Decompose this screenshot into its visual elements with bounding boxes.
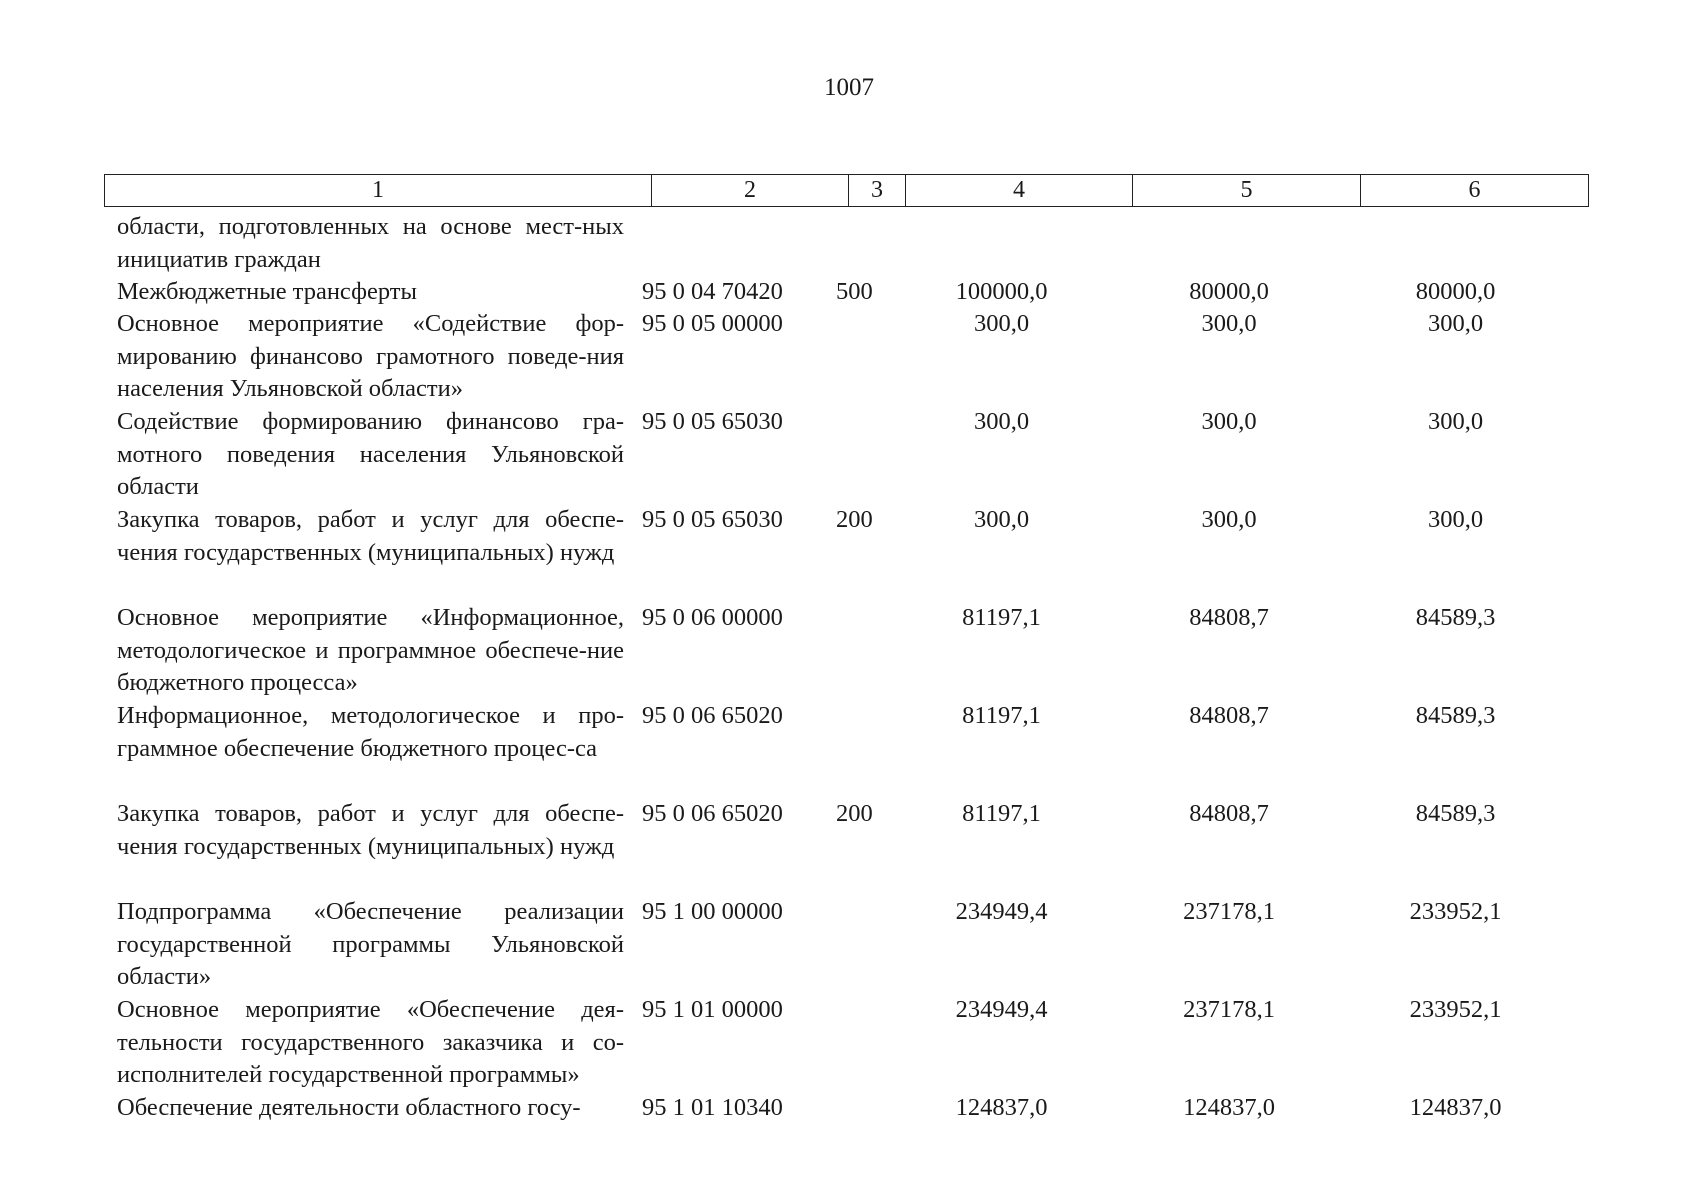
row-value-4: 300,0: [973, 408, 1030, 435]
row-name: Подпрограмма «Обеспечение реализации государственной программы Ульяновской области»: [117, 898, 624, 991]
column-header-4: 4: [906, 175, 1133, 207]
row-value-4: 81197,1: [962, 800, 1041, 827]
table-row: [104, 896, 1588, 994]
column-header-6: 6: [1361, 175, 1589, 207]
table-row: [104, 602, 1588, 700]
table-row: [104, 211, 1588, 276]
table-row: [104, 276, 1588, 308]
table-row: [104, 504, 1588, 602]
row-value-4: 124837,0: [955, 1094, 1048, 1121]
row-code: 95 0 05 65030: [642, 408, 783, 435]
row-value-5: 300,0: [1201, 310, 1257, 337]
row-value-5: 84808,7: [1189, 702, 1269, 729]
row-code: 95 0 04 70420: [642, 278, 783, 305]
row-value-4: 100000,0: [955, 278, 1048, 305]
row-name: Закупка товаров, работ и услуг для обеспе-чения государственных (муниципальных) нужд: [117, 506, 624, 566]
row-value-5: 237178,1: [1183, 898, 1275, 925]
row-value-5: 300,0: [1201, 408, 1257, 435]
table-body: [104, 211, 1588, 1125]
row-value-6: 124837,0: [1409, 1094, 1502, 1121]
row-value-6: 80000,0: [1415, 278, 1496, 305]
row-value-4: 300,0: [973, 310, 1030, 337]
row-value-5: 124837,0: [1183, 1094, 1275, 1121]
table-row: [104, 994, 1588, 1092]
column-header-1: 1: [105, 175, 652, 207]
row-value-5: 300,0: [1201, 506, 1257, 533]
row-value-6: 84589,3: [1415, 604, 1496, 631]
row-code: 95 0 05 65030: [642, 506, 783, 533]
row-value-6: 300,0: [1427, 310, 1484, 337]
row-code: 95 0 06 65020: [642, 800, 783, 827]
column-header-2: 2: [652, 175, 849, 207]
row-code: 95 0 06 00000: [642, 604, 783, 631]
row-code: 95 0 06 65020: [642, 702, 783, 729]
row-value-4: 300,0: [973, 506, 1030, 533]
table-row: [104, 798, 1588, 896]
table-row: [104, 1092, 1588, 1125]
row-type: 500: [836, 278, 873, 305]
table-header: [104, 174, 1589, 207]
row-name: Основное мероприятие «Содействие фор-мированию финансово грамотного поведе-ния населения Ульяновской области»: [117, 310, 624, 403]
table-row: [104, 700, 1588, 798]
row-name: Содействие формированию финансово гра-мотного поведения населения Ульяновской области: [117, 408, 624, 501]
row-name: Основное мероприятие «Обеспечение дея-тельности государственного заказчика и со-исполнителей государственной программы»: [117, 996, 624, 1089]
row-value-5: 84808,7: [1189, 800, 1269, 827]
row-name: Обеспечение деятельности областного госу-: [117, 1094, 581, 1121]
row-value-6: 300,0: [1427, 506, 1484, 533]
row-value-4: 81197,1: [962, 702, 1041, 729]
table-row: [104, 308, 1588, 406]
row-code: 95 1 01 10340: [642, 1094, 783, 1121]
page-number: 1007: [824, 74, 874, 101]
row-value-5: 84808,7: [1189, 604, 1269, 631]
row-code: 95 1 00 00000: [642, 898, 783, 925]
table-row: [104, 406, 1588, 504]
row-value-6: 233952,1: [1409, 898, 1502, 925]
header-row: [105, 175, 1589, 207]
row-value-5: 80000,0: [1189, 278, 1269, 305]
row-value-6: 233952,1: [1409, 996, 1502, 1023]
row-value-4: 81197,1: [962, 604, 1041, 631]
row-type: 200: [836, 800, 873, 827]
row-value-5: 237178,1: [1183, 996, 1275, 1023]
row-name: Основное мероприятие «Информационное, методологическое и программное обеспече-ние бюджетного процесса»: [117, 604, 624, 697]
row-type: 200: [836, 506, 873, 533]
row-value-6: 84589,3: [1415, 702, 1496, 729]
column-header-5: 5: [1133, 175, 1361, 207]
row-name: Информационное, методологическое и про-граммное обеспечение бюджетного процес-са: [117, 702, 624, 762]
row-name: Закупка товаров, работ и услуг для обеспе-чения государственных (муниципальных) нужд: [117, 800, 624, 860]
row-code: 95 0 05 00000: [642, 310, 783, 337]
column-header-3: 3: [849, 175, 906, 207]
row-name: Межбюджетные трансферты: [117, 278, 417, 305]
row-value-6: 84589,3: [1415, 800, 1496, 827]
row-code: 95 1 01 00000: [642, 996, 783, 1023]
row-value-6: 300,0: [1427, 408, 1484, 435]
row-name: области, подготовленных на основе мест-ных инициатив граждан: [117, 213, 624, 273]
row-value-4: 234949,4: [955, 996, 1048, 1023]
row-value-4: 234949,4: [955, 898, 1048, 925]
